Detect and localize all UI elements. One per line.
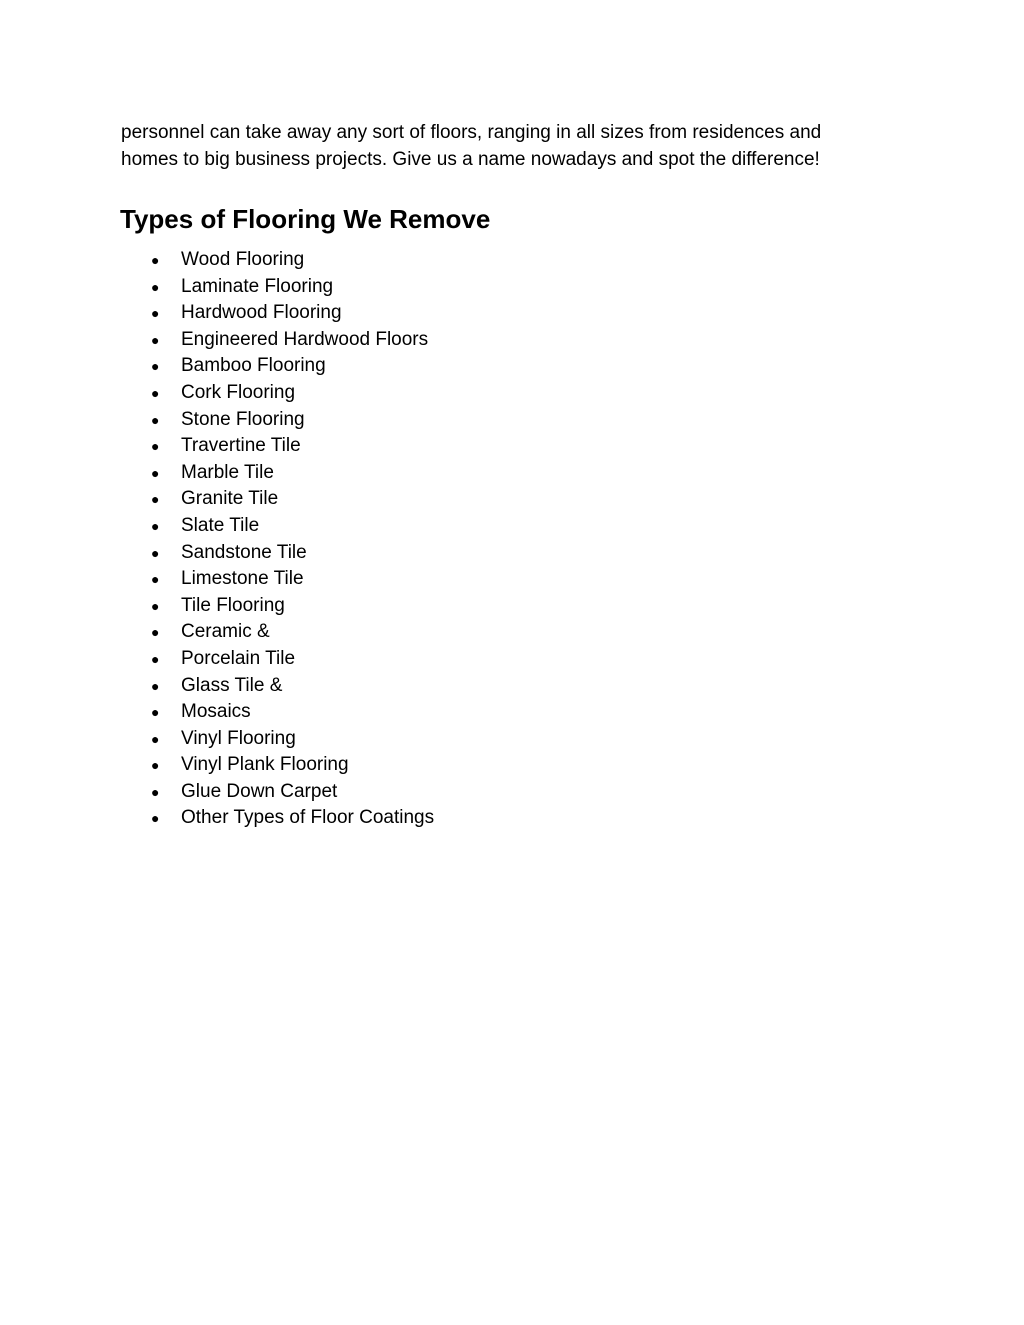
list-item — [0, 327, 1024, 354]
bullet-icon: ● — [151, 464, 160, 481]
bullet-icon: ● — [151, 677, 160, 694]
list-item-label: Limestone Tile — [181, 568, 304, 590]
list-item — [0, 752, 1024, 779]
bullet-icon: ● — [151, 305, 160, 322]
bullet-icon: ● — [151, 331, 160, 348]
bullet-icon: ● — [151, 438, 160, 455]
list-item — [0, 726, 1024, 753]
list-item — [0, 274, 1024, 301]
list-item-label: Travertine Tile — [181, 435, 301, 457]
bullet-icon: ● — [151, 597, 160, 614]
paragraph-line: homes to big business projects. Give us a name nowadays and spot the difference! — [121, 149, 820, 170]
list-item-label: Glue Down Carpet — [181, 780, 338, 802]
list-item-label: Ceramic & — [181, 621, 270, 643]
list-item — [0, 353, 1024, 380]
list-item-label: Porcelain Tile — [181, 647, 296, 669]
list-item-label: Bamboo Flooring — [181, 355, 326, 377]
list-item — [0, 433, 1024, 460]
list-item — [0, 380, 1024, 407]
list-item — [0, 646, 1024, 673]
flooring-types-list — [0, 247, 1024, 832]
list-item — [0, 673, 1024, 700]
bullet-icon: ● — [151, 730, 160, 747]
bullet-icon: ● — [151, 757, 160, 774]
paragraph-line: personnel can take away any sort of floors, ranging in all sizes from residences and — [121, 122, 822, 143]
list-item-label: Slate Tile — [181, 514, 260, 536]
list-item — [0, 779, 1024, 806]
intro-paragraph — [121, 119, 881, 173]
list-item-label: Laminate Flooring — [181, 275, 334, 297]
list-item-label: Vinyl Plank Flooring — [181, 754, 349, 776]
list-item-label: Mosaics — [181, 701, 251, 723]
bullet-icon: ● — [151, 384, 160, 401]
section-heading: Types of Flooring We Remove — [120, 204, 491, 234]
list-item-label: Cork Flooring — [181, 381, 296, 403]
list-item-label: Wood Flooring — [181, 249, 305, 270]
list-item-label: Granite Tile — [181, 488, 279, 510]
list-item — [0, 247, 1024, 274]
bullet-icon: ● — [151, 624, 160, 641]
list-item — [0, 619, 1024, 646]
bullet-icon: ● — [151, 783, 160, 800]
list-item-label: Other Types of Floor Coatings — [181, 807, 435, 829]
list-item-label: Vinyl Flooring — [181, 727, 296, 749]
bullet-icon: ● — [151, 252, 160, 268]
list-item — [0, 486, 1024, 513]
list-item-label: Tile Flooring — [181, 594, 285, 616]
list-item — [0, 460, 1024, 487]
bullet-icon: ● — [151, 704, 160, 721]
list-item-label: Glass Tile & — [181, 674, 283, 696]
bullet-icon: ● — [151, 517, 160, 534]
list-item-label: Sandstone Tile — [181, 541, 307, 563]
bullet-icon: ● — [151, 358, 160, 375]
list-item — [0, 699, 1024, 726]
bullet-icon: ● — [151, 810, 160, 827]
list-item — [0, 407, 1024, 434]
bullet-icon: ● — [151, 544, 160, 561]
list-item — [0, 300, 1024, 327]
list-item — [0, 540, 1024, 567]
bullet-icon: ● — [151, 411, 160, 428]
list-item — [0, 593, 1024, 620]
list-item-label: Hardwood Flooring — [181, 302, 342, 324]
list-item — [0, 513, 1024, 540]
bullet-icon: ● — [151, 650, 160, 667]
list-item-label: Engineered Hardwood Floors — [181, 328, 429, 350]
bullet-icon: ● — [151, 278, 160, 295]
bullet-icon: ● — [151, 571, 160, 588]
list-item-label: Stone Flooring — [181, 408, 305, 430]
list-item — [0, 805, 1024, 832]
list-item-label: Marble Tile — [181, 461, 274, 483]
list-item — [0, 566, 1024, 593]
bullet-icon: ● — [151, 491, 160, 508]
